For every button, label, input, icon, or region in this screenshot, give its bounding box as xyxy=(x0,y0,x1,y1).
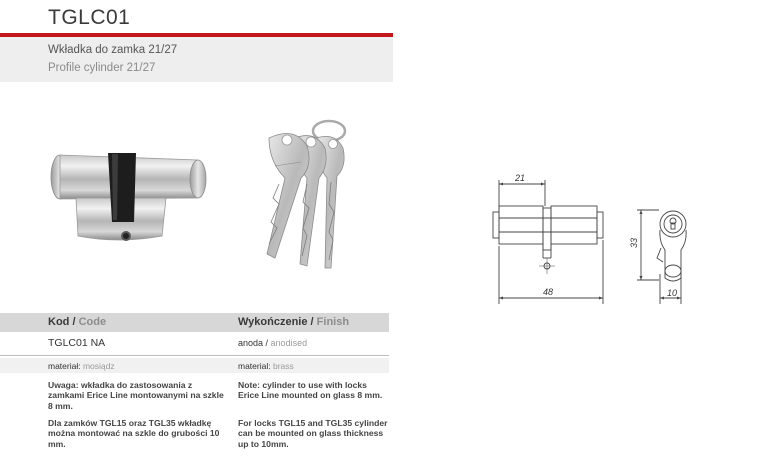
note-en-1: Note: cylinder to use with locks Erice Line mounted on glass 8 mm. xyxy=(238,380,383,401)
material-pl xyxy=(48,361,115,371)
finish-value xyxy=(238,338,307,348)
note-pl-1: Uwaga: wkładka do zastosowania z zamkami Erice Line montowanymi na szkle 8 mm. xyxy=(48,380,224,411)
finish-value-en: anodised xyxy=(270,338,308,348)
product-code-title: TGLC01 xyxy=(48,6,131,29)
dim-label-bottom: 48 xyxy=(543,287,554,297)
note-en-2: For locks TGL15 and TGL35 cylinder can be mounted on glass thickness up to 10mm. xyxy=(238,418,388,449)
product-name-pl: Wkładka do zamka 21/27 xyxy=(48,44,178,56)
product-name-en: Profile cylinder 21/27 xyxy=(48,62,156,74)
finish-header-en: Finish xyxy=(316,316,350,328)
code-value: TGLC01 NA xyxy=(48,337,106,349)
material-value-en: brass xyxy=(272,361,294,371)
material-value-pl: mosiądz xyxy=(82,361,115,371)
cylinder-photo xyxy=(48,140,218,250)
technical-drawing xyxy=(485,170,700,305)
header-separator: / xyxy=(307,316,317,328)
keys-photo xyxy=(255,118,365,273)
finish-value-pl: anoda xyxy=(238,338,264,348)
dim-label-height: 33 xyxy=(629,237,639,248)
dim-label-width: 10 xyxy=(667,288,678,298)
material-en xyxy=(238,361,294,371)
finish-separator: / xyxy=(263,338,271,348)
table-divider xyxy=(0,355,389,356)
code-column-header xyxy=(48,316,106,328)
note-pl-2: Dla zamków TGL15 oraz TGL35 wkładkę można montować na szkle do grubości 10 mm. xyxy=(48,418,220,449)
finish-header-pl: Wykończenie xyxy=(238,316,308,328)
code-header-en: Code xyxy=(78,316,107,328)
finish-column-header xyxy=(238,316,349,328)
material-label-pl: materiał: xyxy=(48,361,81,371)
dim-label-top: 21 xyxy=(515,173,526,183)
material-label-en: material: xyxy=(238,361,271,371)
header-separator: / xyxy=(69,316,79,328)
code-header-pl: Kod xyxy=(48,316,70,328)
